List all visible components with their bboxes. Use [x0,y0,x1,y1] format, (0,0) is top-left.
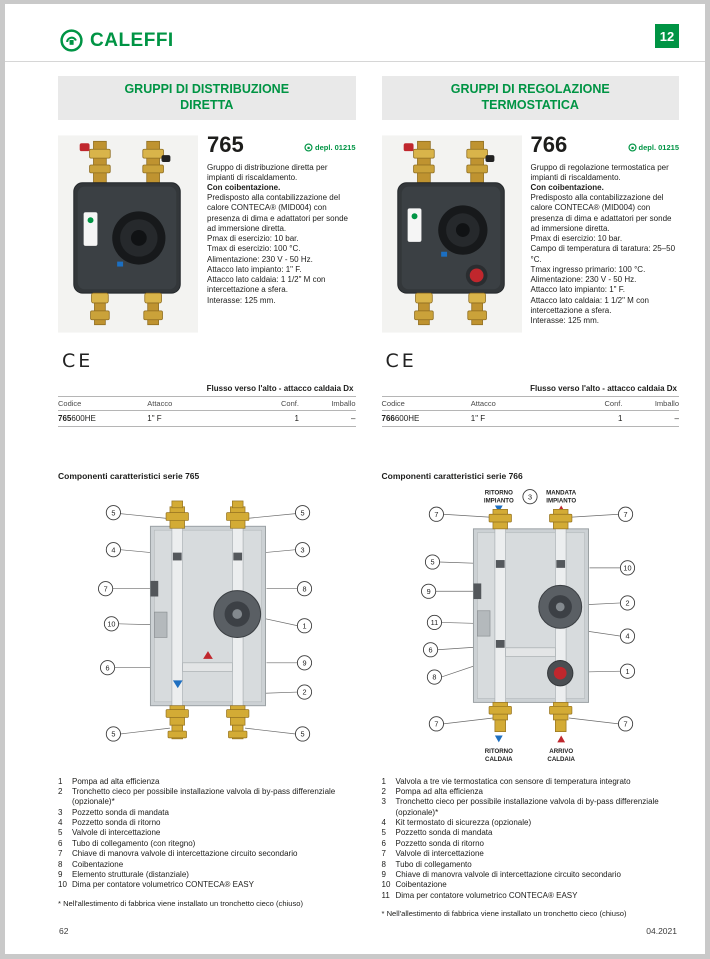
description-line: Interasse: 125 mm. [207,295,276,305]
list-item: 10 Coibentazione [381,880,447,890]
list-item: 3 Pozzetto sonda di mandata [58,807,169,817]
description-line: Interasse: 125 mm. [530,316,599,326]
col-header-conf: Conf. [572,396,623,410]
description-line: Alimentazione: 230 V - 50 Hz. [207,254,313,264]
product-description [531,163,680,327]
product-block-765 [58,131,356,348]
svg-text:5: 5 [430,557,435,567]
description-line: Tmax ingresso primario: 100 °C. [530,264,646,274]
list-item: 11 Dima per contatore volumetrico CONTECA® EASY [381,890,578,900]
diagram-765-wrap [58,483,356,769]
description-line: Tmax di esercizio: 100 °C. [207,244,301,254]
list-item: 9 Elemento strutturale (distanziale) [58,870,189,880]
cell-conf: 1 [248,410,299,426]
chapter-number-badge: 12 [655,24,679,48]
svg-text:5: 5 [111,508,116,518]
pump [539,586,582,629]
caleffi-logo-icon [59,28,84,53]
description-line: Alimentazione: 230 V - 50 Hz. [530,275,637,285]
boiler-return-arrow-icon [495,736,503,743]
list-item: 3 Tronchetto cieco per possibile installazione valvola di by-pass differenziale (opzionale)* [381,797,659,817]
top-valves [489,509,572,528]
components-list-766 [382,777,680,902]
svg-text:IMPIANTO: IMPIANTO [546,497,577,505]
description-line: Con coibentazione. [530,182,604,192]
svg-text:5: 5 [300,729,305,739]
svg-text:11: 11 [430,618,439,628]
svg-text:4: 4 [625,631,630,641]
description-line: Attacco lato impianto: 1" F. [530,285,625,295]
col-header-codice: Codice [58,396,147,410]
spec-table-766 [382,396,680,427]
svg-text:3: 3 [528,492,533,502]
table-row [58,410,356,426]
svg-text:9: 9 [426,587,431,597]
svg-text:7: 7 [623,509,628,519]
header-divider [5,61,705,62]
description-line: Gruppo di distribuzione diretta per impianti di riscaldamento. [207,162,328,182]
svg-text:CALDAIA: CALDAIA [547,756,576,764]
cell-codice: 765600HE [58,410,147,426]
column-765 [58,76,356,918]
footnote-765: * Nell'allestimento di fabbrica viene installato un tronchetto cieco (chiuso) [58,898,303,908]
svg-text:8: 8 [302,584,307,594]
svg-text:6: 6 [105,663,110,673]
col-header-imballo: Imballo [622,396,679,410]
list-item: 2 Tronchetto cieco per possibile installazione valvola di by-pass differenziale (opzionale)* [58,786,336,807]
bottom-valves [166,705,249,738]
list-item: 4 Kit termostato di sicurezza (opzionale) [381,818,532,828]
thermostatic-valve [465,264,487,286]
svg-text:IMPIANTO: IMPIANTO [484,497,514,505]
table-title: Flusso verso l'alto - attacco caldaia Dx [530,383,677,393]
svg-text:MANDATA: MANDATA [546,489,577,497]
col-header-codice: Codice [382,396,471,410]
top-valves [166,501,249,528]
cell-imballo: – [622,410,679,426]
svg-text:5: 5 [111,729,116,739]
components-list-765 [58,777,356,891]
description-line: Con coibentazione. [207,182,281,192]
brand-name: CALEFFI [90,29,174,51]
list-item: 1 Pompa ad alta efficienza [58,776,160,786]
section-header-line2: DIRETTA [180,98,234,113]
components-title-765: Componenti caratteristici serie 765 [58,470,200,481]
description-line: Pmax di esercizio: 10 bar. [207,234,299,244]
svg-text:10: 10 [623,563,632,573]
ce-mark: CE [385,349,417,372]
pump [214,590,261,637]
svg-text:2: 2 [302,687,307,697]
cell-attacco: 1" F [471,410,572,426]
content-columns [58,76,679,918]
shutoff-key [474,584,482,600]
diagram-766 [413,484,647,767]
list-item: 6 Pozzetto sonda di ritorno [381,838,484,848]
product-photo-766-image [382,134,522,334]
table-title: Flusso verso l'alto - attacco caldaia Dx [206,383,354,393]
boiler-supply-arrow-icon [558,736,566,743]
table-row [382,410,680,426]
svg-text:8: 8 [432,672,437,682]
list-item: 1 Valvola a tre vie termostatica con sensore di temperatura integrato [381,776,631,786]
svg-text:CALDAIA: CALDAIA [485,756,513,764]
svg-text:ARRIVO: ARRIVO [549,748,574,756]
caleffi-logo [59,28,174,53]
svg-text:9: 9 [302,658,307,668]
product-photo-766 [382,134,522,348]
product-photo-765 [58,134,198,348]
svg-text:RITORNO: RITORNO [484,489,514,497]
list-item: 2 Pompa ad alta efficienza [381,786,483,796]
product-info-766 [522,131,680,348]
svg-text:4: 4 [111,545,116,555]
svg-text:7: 7 [623,719,628,729]
list-item: 5 Valvole di intercettazione [58,828,161,838]
description-line: Predisposto alla contabilizzazione del calore CONTECA® (MID004) con presenza di dima e adattatori per sonde ad immersione diretta. [207,193,348,233]
list-item: 9 Chiave di manovra valvole di intercettazione circuito secondario [381,870,621,880]
diagram-765 [90,499,324,753]
meter-template [154,612,167,637]
depliant-ref: depl. 01215 [304,143,355,152]
thermostatic-valve [548,661,573,686]
description-line: Attacco lato caldaia: 1 1/2" M con intercettazione a sfera. [530,295,649,315]
product-block-766 [382,131,680,348]
svg-text:RITORNO: RITORNO [484,748,514,756]
diagram-766-wrap [382,483,680,769]
section-header-765 [58,76,356,120]
ce-mark: CE [62,349,94,372]
product-code: 766 [530,131,568,157]
catalog-page [5,4,705,954]
product-description [207,163,356,306]
svg-text:1: 1 [302,621,307,631]
list-item: 6 Tubo di collegamento (con ritegno) [58,838,196,848]
svg-text:1: 1 [625,666,630,676]
product-code: 765 [207,131,244,157]
svg-text:7: 7 [434,719,439,729]
connecting-tube [506,648,556,657]
cell-attacco: 1" F [147,410,248,426]
svg-text:3: 3 [300,545,305,555]
list-item: 5 Pozzetto sonda di mandata [381,828,493,838]
col-header-attacco: Attacco [147,396,248,410]
depliant-icon [304,143,313,152]
list-item: 8 Tubo di collegamento [381,859,472,869]
port-labels-bottom [485,736,576,763]
svg-text:7: 7 [103,584,108,594]
svg-text:10: 10 [107,619,116,629]
section-header-766 [382,76,680,120]
description-line: Attacco lato caldaia: 1 1/2" M con intercettazione a sfera. [207,275,326,295]
svg-text:5: 5 [300,508,305,518]
svg-text:2: 2 [625,598,630,608]
list-item: 7 Chiave di manovra valvole di intercettazione circuito secondario [58,849,298,859]
connecting-tube [182,663,232,672]
product-photo-765-image [58,134,198,334]
col-header-attacco: Attacco [471,396,572,410]
svg-text:6: 6 [428,645,433,655]
page-number: 62 [59,926,69,936]
footnote-766: * Nell'allestimento di fabbrica viene installato un tronchetto cieco (chiuso) [381,909,627,919]
product-info-765 [198,131,356,348]
depliant-ref: depl. 01215 [628,143,679,152]
description-line: Campo di temperatura di taratura: 25–50 °C. [530,244,676,264]
cell-imballo: – [299,410,356,426]
svg-text:7: 7 [434,509,439,519]
description-line: Predisposto alla contabilizzazione del calore CONTECA® (MID004) con presenza di dima e adattatori per sonde ad immersione diretta. [530,193,672,233]
components-title-766: Componenti caratteristici serie 766 [381,470,523,481]
cell-conf: 1 [572,410,623,426]
list-item: 8 Coibentazione [58,859,124,869]
list-item: 10 Dima per contatore volumetrico CONTECA® EASY [58,880,254,890]
column-766 [382,76,680,918]
section-header-line1: GRUPPI DI DISTRIBUZIONE [124,82,290,96]
spec-table-765 [58,396,356,427]
section-header-line1: GRUPPI DI REGOLAZIONE [450,82,610,96]
meter-template [478,611,491,636]
description-line: Pmax di esercizio: 10 bar. [530,234,623,244]
shutoff-key [150,581,158,597]
section-header-line2: TERMOSTATICA [481,98,579,113]
description-line: Gruppo di regolazione termostatica per impianti di riscaldamento. [530,162,669,182]
depliant-icon [628,143,637,152]
bottom-valves [489,703,572,732]
col-header-imballo: Imballo [299,396,356,410]
description-line: Attacco lato impianto: 1" F. [207,264,302,274]
list-item: 4 Pozzetto sonda di ritorno [58,818,161,828]
list-item: 7 Valvole di intercettazione [381,849,484,859]
col-header-conf: Conf. [248,396,299,410]
edition-date: 04.2021 [646,926,677,936]
cell-codice: 766600HE [382,410,471,426]
